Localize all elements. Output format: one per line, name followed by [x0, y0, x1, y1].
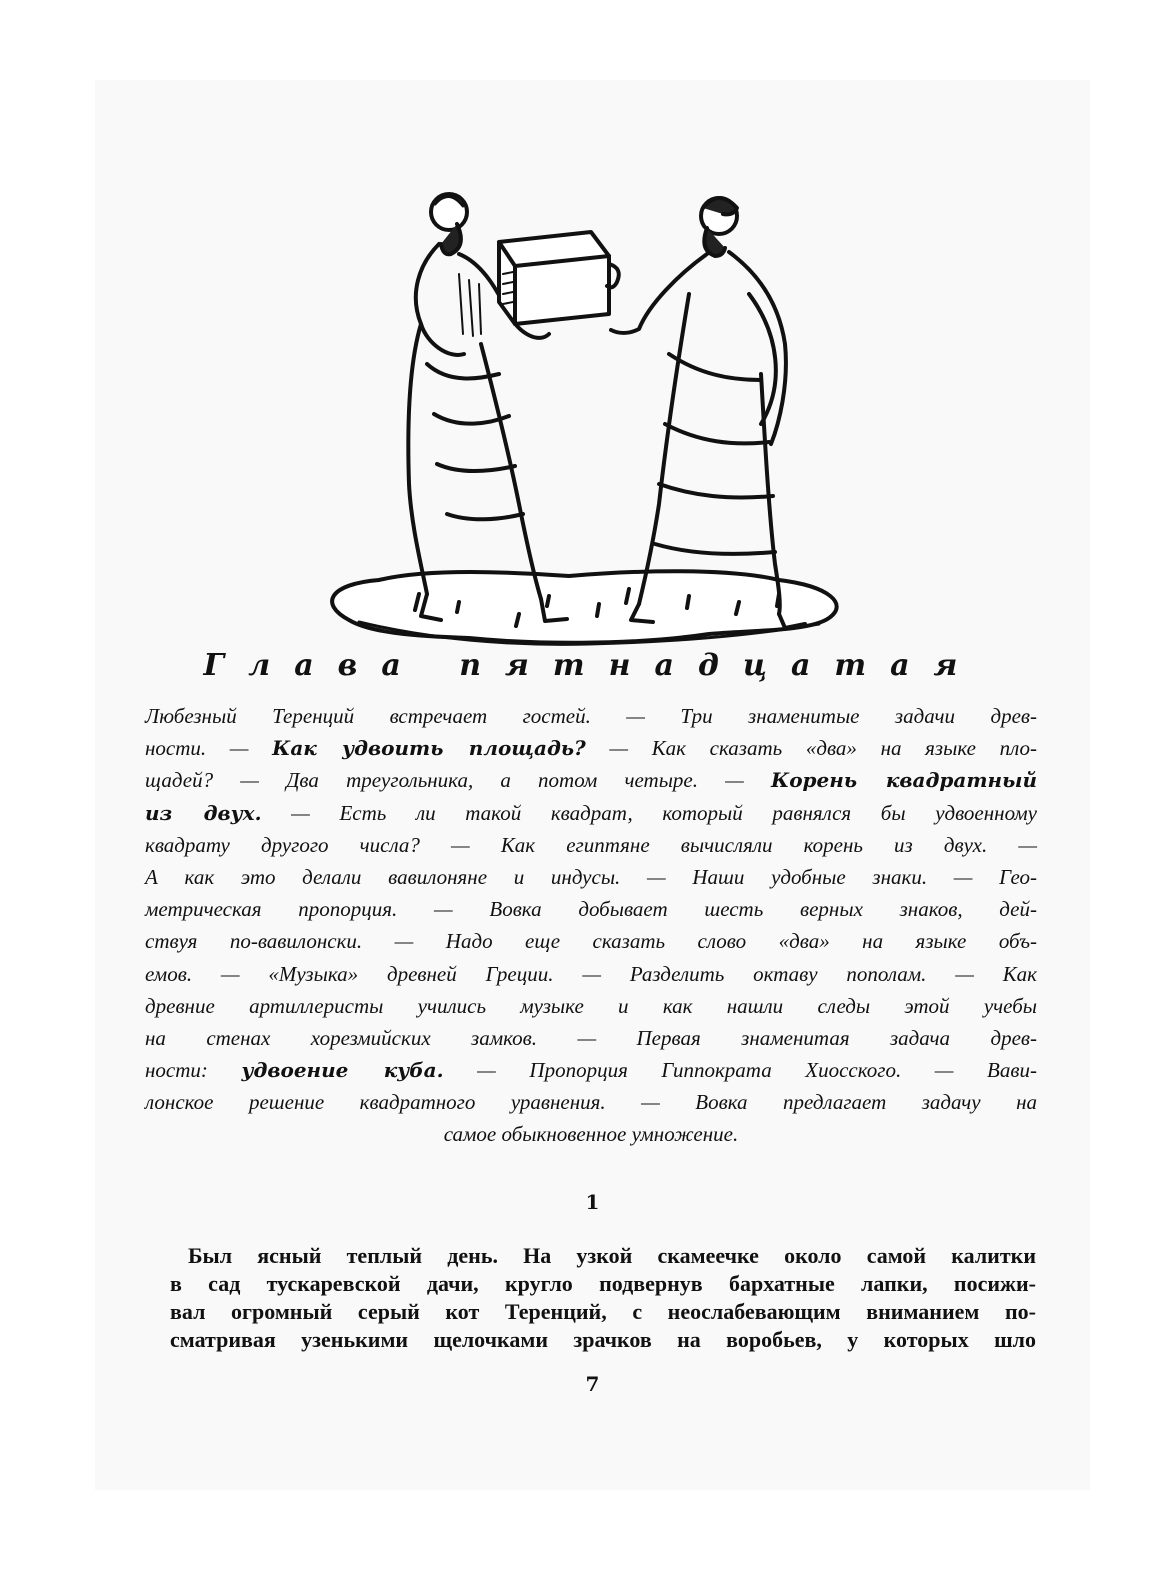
- summary-line: [145, 1054, 1037, 1086]
- summary-line: [145, 958, 1037, 990]
- book-page: [95, 80, 1090, 1490]
- summary-segment: емов. — «Музыка» древней Греции. — Разделить октаву пополам. — Как: [145, 961, 1037, 986]
- summary-segment: на стенах хорезмийских замков. — Первая знаменитая задача древ-: [145, 1025, 1037, 1050]
- summary-line: [145, 925, 1037, 957]
- summary-segment: ности. —: [145, 736, 273, 761]
- two-greek-philosophers-with-cube-icon: [309, 184, 869, 664]
- summary-line: [145, 1022, 1037, 1054]
- summary-segment: самое обыкновенное умножение.: [443, 1122, 739, 1147]
- summary-bold-segment: Как удвоить площадь?: [272, 736, 586, 761]
- summary-line: [145, 893, 1037, 925]
- summary-segment: — Пропорция Гиппократа Хиосского. — Вави-: [443, 1058, 1037, 1083]
- body-line: в сад тускаревской дачи, кругло подвернув бархатные лапки, посижи-: [170, 1271, 1036, 1296]
- summary-line: [145, 764, 1037, 796]
- summary-segment: Любезный Теренций встречает гостей. — Три знаменитые задачи древ-: [145, 704, 1037, 728]
- summary-segment: лонское решение квадратного уравнения. — Вовка предлагает задачу на: [145, 1090, 1037, 1115]
- body-line: Был ясный теплый день. На узкой скамеечке около самой калитки: [188, 1243, 1036, 1268]
- summary-line: [145, 1118, 1037, 1150]
- page-number: 7: [585, 1372, 600, 1396]
- summary-line: [145, 732, 1037, 764]
- summary-segment: щадей? — Два треугольника, а потом четыре. —: [145, 768, 771, 793]
- summary-line: [145, 1086, 1037, 1118]
- summary-segment: — Как сказать «два» на языке пло-: [585, 736, 1037, 761]
- summary-line: [145, 797, 1037, 829]
- summary-bold-segment: удвоение куба.: [241, 1058, 444, 1083]
- body-line: вал огромный серый кот Теренций, с неослабевающим вниманием по-: [170, 1299, 1036, 1324]
- chapter-summary: [145, 700, 1037, 1151]
- summary-bold-segment: из двух.: [145, 800, 262, 825]
- summary-segment: метрическая пропорция. — Вовка добывает шесть верных знаков, дей-: [145, 897, 1037, 922]
- body-text: [170, 1242, 1036, 1354]
- body-line: сматривая узенькими щелочками зрачков на воробьев, у которых шло: [170, 1327, 1036, 1352]
- summary-bold-segment: Корень квадратный: [771, 768, 1038, 793]
- summary-segment: квадрату другого числа? — Как египтяне вычисляли корень из двух. —: [145, 832, 1037, 857]
- section-number: 1: [585, 1190, 600, 1214]
- summary-line: [145, 861, 1037, 893]
- summary-segment: ности:: [145, 1058, 242, 1083]
- philosophers-illustration: [309, 184, 869, 664]
- summary-line: [145, 700, 1037, 732]
- summary-segment: ствуя по-вавилонски. — Надо еще сказать слово «два» на языке объ-: [145, 929, 1037, 954]
- summary-segment: А как это делали вавилоняне и индусы. — Наши удобные знаки. — Гео-: [145, 864, 1037, 889]
- summary-line: [145, 829, 1037, 861]
- summary-segment: древние артиллеристы учились музыке и как нашли следы этой учебы: [145, 993, 1037, 1018]
- summary-line: [145, 990, 1037, 1022]
- chapter-title: Глава пятнадцатая: [203, 648, 982, 683]
- summary-segment: — Есть ли такой квадрат, который равнялся бы удвоенному: [261, 800, 1037, 825]
